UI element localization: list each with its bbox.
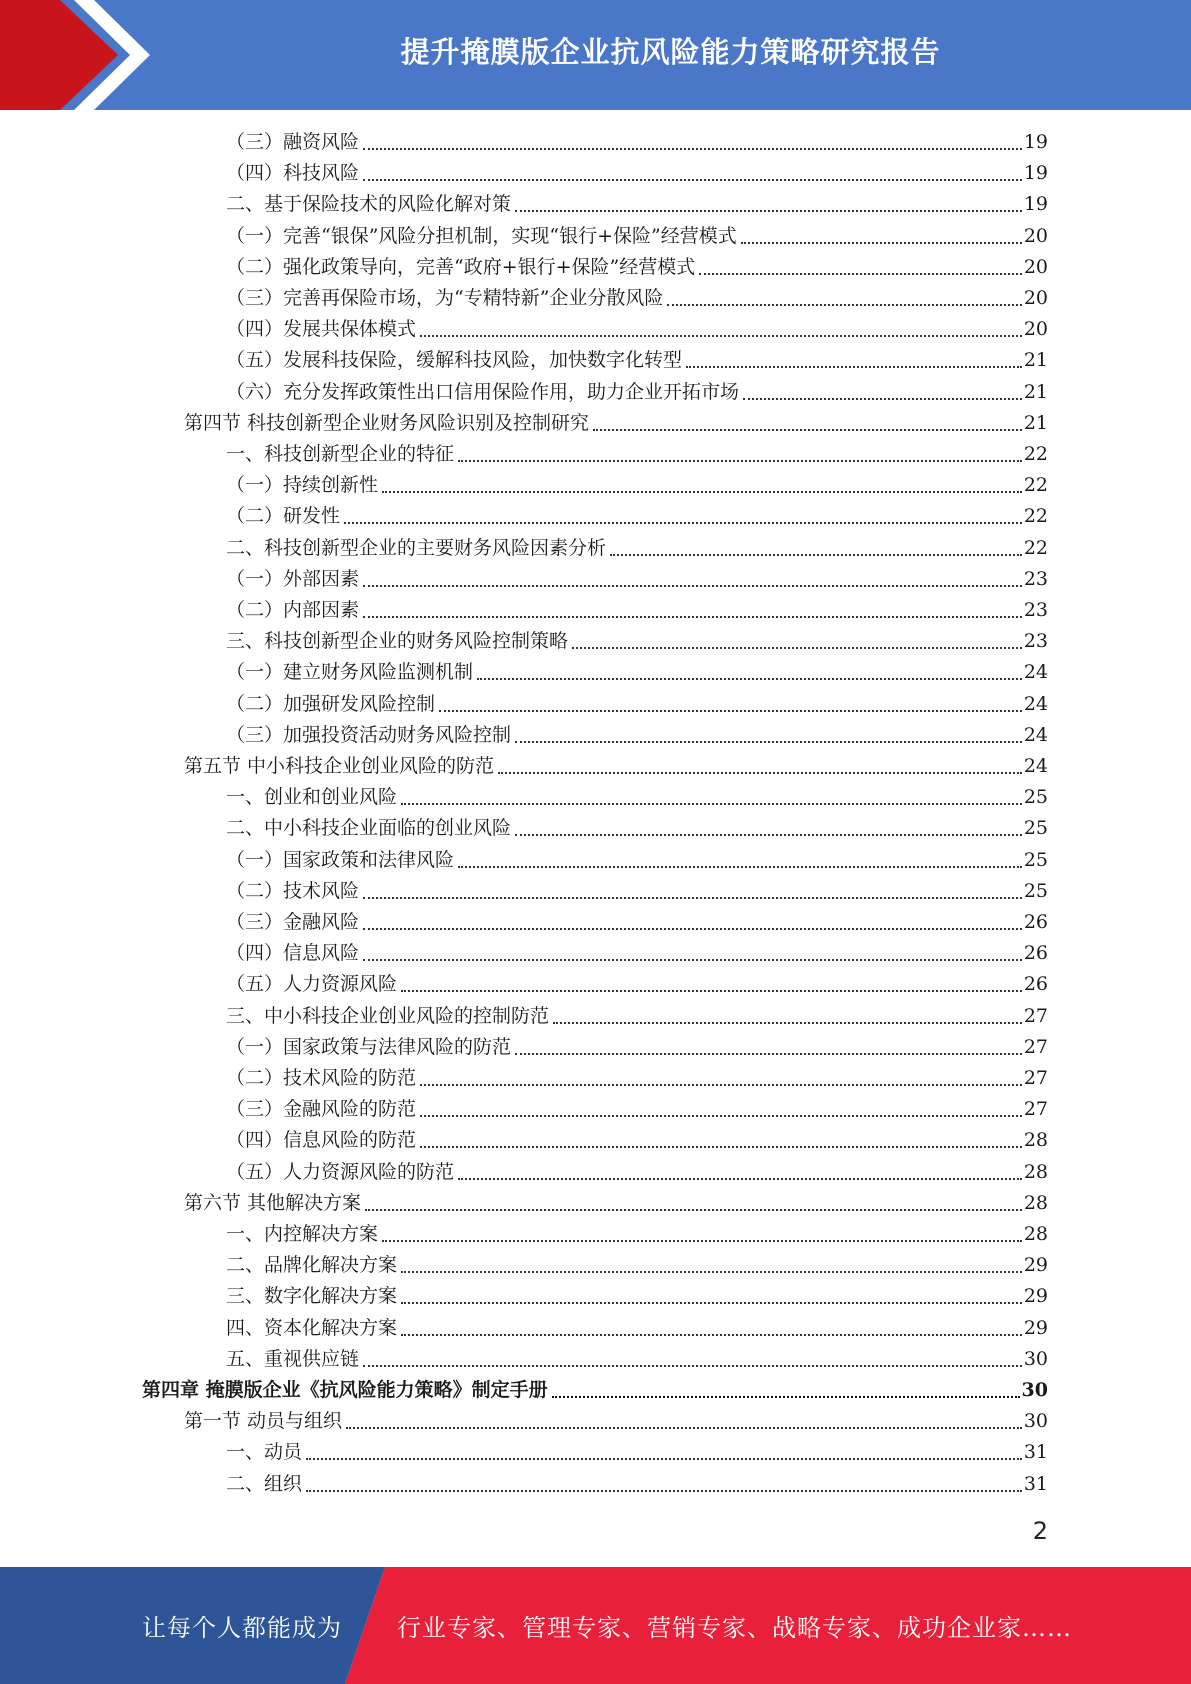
toc-entry[interactable] — [226, 533, 1048, 564]
toc-leader-dots — [306, 1458, 1022, 1460]
toc-entry[interactable] — [226, 1094, 1048, 1125]
toc-entry[interactable] — [226, 377, 1048, 408]
toc-entry[interactable] — [226, 252, 1048, 283]
toc-entry-page: 31 — [1023, 1441, 1048, 1463]
toc-entry-page: 24 — [1023, 693, 1048, 715]
toc-leader-dots — [363, 179, 1022, 181]
toc-leader-dots — [667, 304, 1021, 306]
toc-leader-dots — [401, 990, 1022, 992]
toc-entry-page: 22 — [1023, 505, 1048, 527]
toc-entry-page: 23 — [1023, 568, 1048, 590]
toc-entry-page: 25 — [1023, 786, 1048, 808]
toc-entry-page: 20 — [1023, 318, 1048, 340]
toc-entry[interactable] — [226, 470, 1048, 501]
toc-leader-dots — [306, 1490, 1022, 1492]
toc-entry-page: 24 — [1023, 661, 1048, 683]
toc-entry[interactable] — [226, 564, 1048, 595]
toc-entry-label: 二、基于保险技术的风险化解对策 — [226, 193, 512, 215]
toc-entry[interactable] — [226, 813, 1048, 844]
toc-leader-dots — [420, 1084, 1022, 1086]
toc-entry-page: 29 — [1023, 1254, 1048, 1276]
toc-entry[interactable] — [226, 938, 1048, 969]
toc-entry-page: 28 — [1023, 1161, 1048, 1183]
toc-leader-dots — [515, 834, 1022, 836]
toc-entry-page: 19 — [1023, 193, 1048, 215]
toc-leader-dots — [363, 616, 1022, 618]
toc-leader-dots — [458, 460, 1022, 462]
toc-entry-label: （四）信息风险的防范 — [226, 1129, 417, 1151]
toc-leader-dots — [363, 148, 1022, 150]
toc-entry-label: （四）科技风险 — [226, 162, 360, 184]
toc-entry[interactable] — [226, 501, 1048, 532]
toc-entry-label: 五、重视供应链 — [226, 1348, 360, 1370]
toc-leader-dots — [365, 1209, 1022, 1211]
toc-entry-page: 22 — [1023, 443, 1048, 465]
footer-slogan-left: 让每个人都能成为 — [142, 1614, 342, 1642]
toc-entry-page: 25 — [1023, 849, 1048, 871]
toc-leader-dots — [477, 678, 1022, 680]
toc-leader-dots — [515, 1053, 1022, 1055]
toc-entry[interactable] — [184, 751, 1048, 782]
toc-entry-label: 三、数字化解决方案 — [226, 1285, 398, 1307]
toc-entry-label: （一）国家政策与法律风险的防范 — [226, 1036, 512, 1058]
toc-entry[interactable] — [226, 845, 1048, 876]
toc-entry-page: 20 — [1023, 225, 1048, 247]
toc-entry-label: 第四章 掩膜版企业《抗风险能力策略》制定手册 — [142, 1379, 548, 1401]
toc-leader-dots — [741, 242, 1022, 244]
toc-entry[interactable] — [226, 314, 1048, 345]
toc-entry-page: 24 — [1023, 755, 1048, 777]
toc-leader-dots — [458, 866, 1022, 868]
toc-entry-page: 30 — [1023, 1410, 1048, 1432]
toc-entry-label: 一、创业和创业风险 — [226, 786, 398, 808]
toc-leader-dots — [382, 491, 1022, 493]
toc-entry[interactable] — [226, 657, 1048, 688]
toc-entry-page: 24 — [1023, 724, 1048, 746]
footer-slogan-right: 行业专家、管理专家、营销专家、战略专家、成功企业家…… — [397, 1614, 1072, 1642]
toc-leader-dots — [363, 928, 1022, 930]
toc-entry-label: （三）完善再保险市场，为“专精特新”企业分散风险 — [226, 287, 664, 309]
header-bar — [0, 0, 1191, 110]
toc-entry-label: 二、科技创新型企业的主要财务风险因素分析 — [226, 537, 607, 559]
toc-leader-dots — [572, 647, 1022, 649]
toc-entry-label: （一）外部因素 — [226, 568, 360, 590]
toc-entry-label: （三）融资风险 — [226, 131, 360, 153]
toc-entry-page: 20 — [1023, 256, 1048, 278]
toc-entry-label: （一）国家政策和法律风险 — [226, 849, 455, 871]
toc-entry-page: 26 — [1023, 911, 1048, 933]
toc-entry-page: 27 — [1023, 1005, 1048, 1027]
toc-leader-dots — [346, 1427, 1022, 1429]
toc-entry-page: 26 — [1023, 973, 1048, 995]
toc-entry[interactable] — [226, 876, 1048, 907]
toc-entry-page: 28 — [1023, 1192, 1048, 1214]
toc-entry[interactable] — [226, 595, 1048, 626]
toc-entry-label: 第一节 动员与组织 — [184, 1410, 343, 1432]
toc-entry[interactable] — [226, 626, 1048, 657]
toc-entry-page: 30 — [1021, 1379, 1048, 1401]
toc-entry-page: 25 — [1023, 880, 1048, 902]
toc-entry[interactable] — [226, 1063, 1048, 1094]
toc-entry[interactable] — [226, 345, 1048, 376]
toc-entry[interactable] — [184, 1188, 1048, 1219]
toc-entry-label: 四、资本化解决方案 — [226, 1317, 398, 1339]
toc-leader-dots — [344, 522, 1022, 524]
toc-leader-dots — [401, 1302, 1022, 1304]
toc-leader-dots — [401, 1271, 1022, 1273]
toc-entry-page: 21 — [1023, 412, 1048, 434]
toc-entry[interactable] — [226, 782, 1048, 813]
toc-entry-label: （二）技术风险的防范 — [226, 1067, 417, 1089]
toc-entry-page: 30 — [1023, 1348, 1048, 1370]
toc-entry-label: （四）信息风险 — [226, 942, 360, 964]
toc-leader-dots — [515, 210, 1022, 212]
toc-leader-dots — [699, 273, 1022, 275]
toc-leader-dots — [401, 803, 1022, 805]
toc-entry[interactable] — [142, 1375, 1048, 1406]
toc-leader-dots — [401, 1334, 1022, 1336]
toc-entry-label: （二）内部因素 — [226, 599, 360, 621]
toc-entry[interactable] — [226, 1281, 1048, 1312]
toc-entry[interactable] — [184, 408, 1048, 439]
toc-entry-label: （五）人力资源风险 — [226, 973, 398, 995]
toc-leader-dots — [593, 429, 1022, 431]
toc-entry-page: 22 — [1023, 474, 1048, 496]
toc-entry[interactable] — [226, 1250, 1048, 1281]
toc-leader-dots — [553, 1022, 1022, 1024]
toc-entry-label: 二、组织 — [226, 1473, 303, 1495]
toc-leader-dots — [552, 1396, 1020, 1398]
toc-entry-page: 27 — [1023, 1098, 1048, 1120]
toc-entry-page: 26 — [1023, 942, 1048, 964]
toc-entry-label: 一、动员 — [226, 1441, 303, 1463]
toc-entry[interactable] — [184, 1406, 1048, 1437]
toc-entry[interactable] — [226, 1344, 1048, 1375]
toc-entry-label: （四）发展共保体模式 — [226, 318, 417, 340]
toc-entry[interactable] — [226, 1125, 1048, 1156]
toc-entry-page: 21 — [1023, 381, 1048, 403]
toc-entry[interactable] — [226, 283, 1048, 314]
toc-entry[interactable] — [226, 1001, 1048, 1032]
toc-leader-dots — [420, 335, 1022, 337]
toc-entry[interactable] — [226, 720, 1048, 751]
toc-entry-page: 22 — [1023, 537, 1048, 559]
toc-entry[interactable] — [226, 1313, 1048, 1344]
arrow-emblem-icon — [0, 0, 150, 110]
toc-entry[interactable] — [226, 189, 1048, 220]
toc-entry-label: （二）技术风险 — [226, 880, 360, 902]
toc-entry-page: 27 — [1023, 1036, 1048, 1058]
toc-leader-dots — [363, 1365, 1022, 1367]
toc-leader-dots — [515, 741, 1022, 743]
toc-entry[interactable] — [226, 439, 1048, 470]
footer-banner — [0, 1567, 1191, 1684]
toc-entry-label: 第五节 中小科技企业创业风险的防范 — [184, 755, 495, 777]
toc-entry-page: 20 — [1023, 287, 1048, 309]
page-number: 2 — [1032, 1517, 1048, 1545]
toc-leader-dots — [498, 772, 1022, 774]
toc-entry-label: （一）完善“银保”风险分担机制，实现“银行+保险”经营模式 — [226, 225, 737, 247]
toc-entry-label: （一）建立财务风险监测机制 — [226, 661, 474, 683]
toc-leader-dots — [363, 585, 1022, 587]
toc-entry-label: （三）金融风险 — [226, 911, 360, 933]
toc-entry-label: （二）研发性 — [226, 505, 341, 527]
toc-entry-page: 23 — [1023, 599, 1048, 621]
toc-entry[interactable] — [226, 127, 1048, 158]
toc-entry-page: 19 — [1023, 131, 1048, 153]
toc-entry-label: （五）发展科技保险，缓解科技风险，加快数字化转型 — [226, 349, 683, 371]
toc-entry-label: （五）人力资源风险的防范 — [226, 1161, 455, 1183]
report-title: 提升掩膜版企业抗风险能力策略研究报告 — [400, 34, 941, 69]
toc-leader-dots — [420, 1115, 1022, 1117]
toc-entry-label: （三）加强投资活动财务风险控制 — [226, 724, 512, 746]
toc-entry-label: （二）强化政策导向，完善“政府+银行+保险”经营模式 — [226, 256, 696, 278]
toc-entry-label: 第六节 其他解决方案 — [184, 1192, 362, 1214]
toc-entry[interactable] — [226, 1469, 1048, 1500]
toc-entry-label: （一）持续创新性 — [226, 474, 379, 496]
toc-entry-label: 二、品牌化解决方案 — [226, 1254, 398, 1276]
toc-leader-dots — [743, 398, 1022, 400]
toc-entry[interactable] — [226, 1032, 1048, 1063]
toc-entry[interactable] — [226, 689, 1048, 720]
toc-entry-page: 28 — [1023, 1223, 1048, 1245]
toc-leader-dots — [610, 554, 1022, 556]
toc-entry-page: 19 — [1023, 162, 1048, 184]
toc-entry[interactable] — [226, 969, 1048, 1000]
toc-entry-label: 第四节 科技创新型企业财务风险识别及控制研究 — [184, 412, 590, 434]
toc-entry[interactable] — [226, 221, 1048, 252]
toc-leader-dots — [439, 710, 1022, 712]
toc-leader-dots — [686, 366, 1022, 368]
toc-entry-label: 三、中小科技企业创业风险的控制防范 — [226, 1005, 550, 1027]
toc-entry-page: 23 — [1023, 630, 1048, 652]
toc-entry-label: 一、科技创新型企业的特征 — [226, 443, 455, 465]
toc-entry[interactable] — [226, 907, 1048, 938]
toc-entry-label: 三、科技创新型企业的财务风险控制策略 — [226, 630, 569, 652]
toc-entry-page: 31 — [1023, 1473, 1048, 1495]
toc-entry-label: （三）金融风险的防范 — [226, 1098, 417, 1120]
toc-entry-page: 21 — [1023, 349, 1048, 371]
toc-entry-label: 二、中小科技企业面临的创业风险 — [226, 817, 512, 839]
toc-leader-dots — [420, 1146, 1022, 1148]
toc-leader-dots — [382, 1240, 1022, 1242]
toc-entry-page: 28 — [1023, 1129, 1048, 1151]
toc-entry-label: （二）加强研发风险控制 — [226, 693, 436, 715]
toc-entry-page: 29 — [1023, 1285, 1048, 1307]
toc-entry[interactable] — [226, 158, 1048, 189]
toc-entry-page: 29 — [1023, 1317, 1048, 1339]
toc-entry[interactable] — [226, 1437, 1048, 1468]
toc-leader-dots — [458, 1178, 1022, 1180]
toc-entry-label: 一、内控解决方案 — [226, 1223, 379, 1245]
toc-entry[interactable] — [226, 1219, 1048, 1250]
toc-entry-page: 25 — [1023, 817, 1048, 839]
toc-entry-label: （六）充分发挥政策性出口信用保险作用，助力企业开拓市场 — [226, 381, 740, 403]
toc-leader-dots — [363, 897, 1022, 899]
toc-leader-dots — [363, 959, 1022, 961]
toc-entry[interactable] — [226, 1157, 1048, 1188]
toc-entry-page: 27 — [1023, 1067, 1048, 1089]
